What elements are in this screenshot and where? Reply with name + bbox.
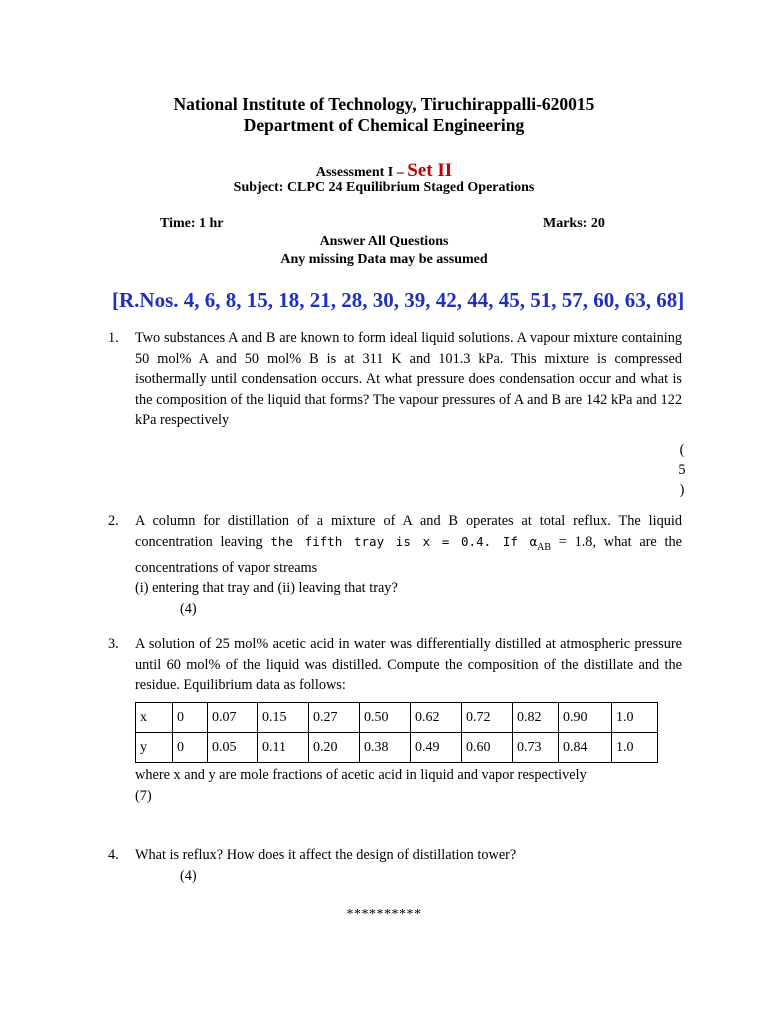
- question-text: A solution of 25 mol% acetic acid in water was differentially distilled at atmospheric pressure until 60 mol% of the liquid was distilled. Compute the composition of the distillate and the residue. Equilibrium data as follows:: [135, 636, 682, 693]
- institute-name: National Institute of Technology, Tiruchirappalli-620015: [173, 94, 595, 114]
- assessment-title: [0, 160, 768, 182]
- table-cell: 0.60: [462, 733, 513, 763]
- question-marks: (7): [135, 787, 152, 804]
- table-cell: 0.38: [360, 733, 411, 763]
- department-name: Department of Chemical Engineering: [243, 115, 525, 135]
- table-cell: 0: [173, 733, 208, 763]
- table-note: where x and y are mole fractions of acetic acid in liquid and vapor respectively: [135, 767, 587, 783]
- table-cell: 0.15: [258, 703, 309, 733]
- table-cell: 0.84: [559, 733, 612, 763]
- question-1-marks: [675, 440, 689, 500]
- table-cell: 0: [173, 703, 208, 733]
- instruction-missing-data: Any missing Data may be assumed: [280, 252, 488, 267]
- question-marks: (4): [180, 867, 197, 884]
- table-cell: 0.82: [513, 703, 559, 733]
- marks-open-paren: (: [679, 442, 685, 458]
- question-4: [110, 845, 682, 886]
- table-cell: 0.72: [462, 703, 513, 733]
- table-cell: x: [136, 703, 173, 733]
- table-cell: 0.11: [258, 733, 309, 763]
- table-cell: 0.73: [513, 733, 559, 763]
- table-row-y: [136, 733, 658, 763]
- alpha-subscript: AB: [537, 541, 552, 553]
- table-cell: 0.50: [360, 703, 411, 733]
- marks-label: Marks: 20: [543, 216, 605, 231]
- roll-numbers: [R.Nos. 4, 6, 8, 15, 18, 21, 28, 30, 39, 42, 44, 45, 51, 57, 60, 63, 68]: [112, 288, 685, 312]
- time-label: Time: 1 hr: [160, 216, 224, 231]
- table-cell: 0.20: [309, 733, 360, 763]
- table-cell: 0.05: [208, 733, 258, 763]
- set-label: Set II: [407, 160, 453, 181]
- end-of-paper-marker: **********: [346, 907, 422, 922]
- subject-line: Subject: CLPC 24 Equilibrium Staged Operations: [233, 180, 535, 195]
- question-text: What is reflux? How does it affect the design of distillation tower?: [135, 847, 517, 863]
- table-cell: 0.27: [309, 703, 360, 733]
- question-3: [110, 634, 682, 696]
- equilibrium-data-table: [135, 702, 658, 763]
- marks-close-paren: ): [679, 482, 685, 498]
- table-cell: 0.90: [559, 703, 612, 733]
- question-number: 4.: [108, 847, 119, 863]
- table-cell: 1.0: [612, 733, 658, 763]
- question-number: 3.: [108, 636, 119, 652]
- question-number: 2.: [108, 513, 119, 529]
- table-cell: 0.07: [208, 703, 258, 733]
- question-text: Two substances A and B are known to form ideal liquid solutions. A vapour mixture containing 50 mol% A and 50 mol% B is at 311 K and 101.3 kPa. This mixture is compressed isothermally until condensation occurs. At what pressure does condensation occur and what is the composition of the liquid that forms? The vapour pressures of A and B are 142 kPa and 122 kPa respectively: [135, 330, 682, 428]
- question-2: [110, 511, 682, 619]
- table-cell: 0.49: [411, 733, 462, 763]
- question-text-part: the fifth tray is x = 0.4. If α: [270, 533, 538, 549]
- table-row-x: [136, 703, 658, 733]
- table-cell: y: [136, 733, 173, 763]
- question-number: 1.: [108, 330, 119, 346]
- table-cell: 1.0: [612, 703, 658, 733]
- question-subparts: (i) entering that tray and (ii) leaving that tray?: [135, 580, 398, 597]
- table-cell: 0.62: [411, 703, 462, 733]
- question-1: [110, 328, 682, 431]
- question-text: [135, 511, 682, 578]
- assessment-prefix: Assessment I –: [315, 165, 408, 180]
- marks-value: 5: [678, 462, 686, 478]
- question-text-part: A column for distillation of a mixture of A and B operates at total reflux. The liquid concentration leaving: [135, 513, 682, 550]
- question-marks: (4): [180, 600, 197, 617]
- instruction-all-questions: Answer All Questions: [319, 234, 449, 249]
- question-text-part: = 1.8, what are the concentrations of vapor streams: [135, 533, 682, 576]
- question-3-footer: [135, 765, 695, 806]
